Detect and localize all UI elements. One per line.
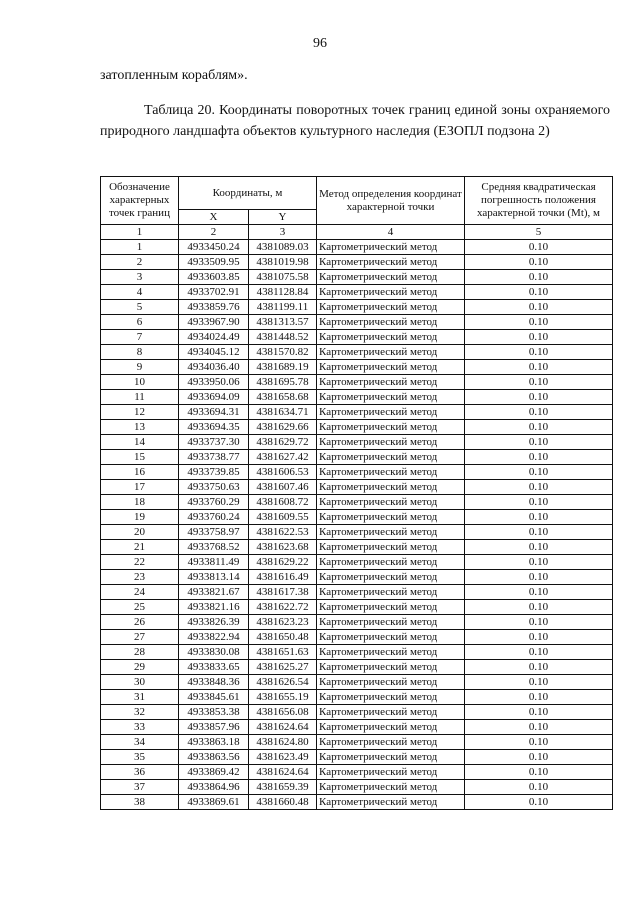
point-number-cell: 6 [101, 315, 179, 330]
error-cell: 0.10 [465, 510, 613, 525]
point-number-cell: 20 [101, 525, 179, 540]
numbering-cell: 4 [317, 225, 465, 240]
error-cell: 0.10 [465, 435, 613, 450]
table-row [101, 390, 613, 405]
table-row [101, 405, 613, 420]
error-cell: 0.10 [465, 495, 613, 510]
coord-y-cell: 4381629.22 [249, 555, 317, 570]
coord-x-cell: 4933702.91 [179, 285, 249, 300]
table-row [101, 360, 613, 375]
error-cell: 0.10 [465, 360, 613, 375]
method-cell: Картометрический метод [317, 525, 465, 540]
method-cell: Картометрический метод [317, 570, 465, 585]
error-cell: 0.10 [465, 795, 613, 810]
method-cell: Картометрический метод [317, 780, 465, 795]
method-cell: Картометрический метод [317, 585, 465, 600]
table-body [101, 240, 613, 810]
coord-y-cell: 4381616.49 [249, 570, 317, 585]
method-cell: Картометрический метод [317, 435, 465, 450]
coord-y-cell: 4381128.84 [249, 285, 317, 300]
error-cell: 0.10 [465, 540, 613, 555]
point-number-cell: 32 [101, 705, 179, 720]
error-cell: 0.10 [465, 780, 613, 795]
point-number-cell: 11 [101, 390, 179, 405]
method-cell: Картометрический метод [317, 330, 465, 345]
coord-x-cell: 4933859.76 [179, 300, 249, 315]
point-number-cell: 31 [101, 690, 179, 705]
table-row [101, 510, 613, 525]
point-number-cell: 34 [101, 735, 179, 750]
table-row [101, 675, 613, 690]
header-coordinates: Координаты, м [179, 177, 317, 210]
error-cell: 0.10 [465, 345, 613, 360]
coord-x-cell: 4933869.42 [179, 765, 249, 780]
coord-y-cell: 4381634.71 [249, 405, 317, 420]
coord-y-cell: 4381659.39 [249, 780, 317, 795]
error-cell: 0.10 [465, 585, 613, 600]
table-numbering-row [101, 225, 613, 240]
error-cell: 0.10 [465, 420, 613, 435]
coord-y-cell: 4381617.38 [249, 585, 317, 600]
table-row [101, 705, 613, 720]
numbering-cell: 2 [179, 225, 249, 240]
table-row [101, 780, 613, 795]
table-row [101, 615, 613, 630]
point-number-cell: 35 [101, 750, 179, 765]
method-cell: Картометрический метод [317, 375, 465, 390]
method-cell: Картометрический метод [317, 540, 465, 555]
coord-x-cell: 4933833.65 [179, 660, 249, 675]
error-cell: 0.10 [465, 525, 613, 540]
table-row [101, 645, 613, 660]
table-row [101, 795, 613, 810]
method-cell: Картометрический метод [317, 555, 465, 570]
point-number-cell: 22 [101, 555, 179, 570]
coord-x-cell: 4933760.24 [179, 510, 249, 525]
method-cell: Картометрический метод [317, 690, 465, 705]
method-cell: Картометрический метод [317, 660, 465, 675]
coord-x-cell: 4933694.35 [179, 420, 249, 435]
coord-x-cell: 4933694.09 [179, 390, 249, 405]
numbering-cell: 5 [465, 225, 613, 240]
coord-x-cell: 4933967.90 [179, 315, 249, 330]
point-number-cell: 25 [101, 600, 179, 615]
point-number-cell: 17 [101, 480, 179, 495]
coord-y-cell: 4381623.68 [249, 540, 317, 555]
coord-x-cell: 4933826.39 [179, 615, 249, 630]
error-cell: 0.10 [465, 735, 613, 750]
coord-x-cell: 4933830.08 [179, 645, 249, 660]
error-cell: 0.10 [465, 405, 613, 420]
point-number-cell: 18 [101, 495, 179, 510]
error-cell: 0.10 [465, 630, 613, 645]
coord-y-cell: 4381623.49 [249, 750, 317, 765]
coord-x-cell: 4933509.95 [179, 255, 249, 270]
point-number-cell: 36 [101, 765, 179, 780]
table-row [101, 420, 613, 435]
error-cell: 0.10 [465, 660, 613, 675]
point-number-cell: 21 [101, 540, 179, 555]
error-cell: 0.10 [465, 375, 613, 390]
numbering-cell: 3 [249, 225, 317, 240]
coord-y-cell: 4381623.23 [249, 615, 317, 630]
coord-y-cell: 4381625.27 [249, 660, 317, 675]
point-number-cell: 8 [101, 345, 179, 360]
table-row [101, 285, 613, 300]
table-row [101, 525, 613, 540]
coord-x-cell: 4933813.14 [179, 570, 249, 585]
method-cell: Картометрический метод [317, 765, 465, 780]
error-cell: 0.10 [465, 720, 613, 735]
method-cell: Картометрический метод [317, 645, 465, 660]
method-cell: Картометрический метод [317, 705, 465, 720]
method-cell: Картометрический метод [317, 450, 465, 465]
coordinates-table [100, 176, 613, 810]
point-number-cell: 27 [101, 630, 179, 645]
table-header-row [101, 177, 613, 210]
table-row [101, 375, 613, 390]
error-cell: 0.10 [465, 300, 613, 315]
coord-y-cell: 4381624.64 [249, 765, 317, 780]
table-row [101, 330, 613, 345]
error-cell: 0.10 [465, 315, 613, 330]
coord-y-cell: 4381650.48 [249, 630, 317, 645]
coord-x-cell: 4933821.67 [179, 585, 249, 600]
coord-y-cell: 4381624.80 [249, 735, 317, 750]
coord-x-cell: 4933811.49 [179, 555, 249, 570]
coord-x-cell: 4934036.40 [179, 360, 249, 375]
error-cell: 0.10 [465, 255, 613, 270]
coord-y-cell: 4381655.19 [249, 690, 317, 705]
error-cell: 0.10 [465, 570, 613, 585]
coord-y-cell: 4381570.82 [249, 345, 317, 360]
error-cell: 0.10 [465, 240, 613, 255]
coord-y-cell: 4381607.46 [249, 480, 317, 495]
method-cell: Картометрический метод [317, 465, 465, 480]
coord-x-cell: 4933760.29 [179, 495, 249, 510]
table-row [101, 255, 613, 270]
error-cell: 0.10 [465, 675, 613, 690]
point-number-cell: 19 [101, 510, 179, 525]
table-row [101, 735, 613, 750]
point-number-cell: 12 [101, 405, 179, 420]
coord-x-cell: 4933848.36 [179, 675, 249, 690]
table-row [101, 270, 613, 285]
point-number-cell: 23 [101, 570, 179, 585]
table-row [101, 585, 613, 600]
coord-x-cell: 4933758.97 [179, 525, 249, 540]
coord-x-cell: 4933738.77 [179, 450, 249, 465]
coord-y-cell: 4381629.72 [249, 435, 317, 450]
coord-x-cell: 4933863.56 [179, 750, 249, 765]
method-cell: Картометрический метод [317, 315, 465, 330]
header-method: Метод определения координат характерной точки [317, 177, 465, 225]
coord-x-cell: 4933853.38 [179, 705, 249, 720]
coord-y-cell: 4381624.64 [249, 720, 317, 735]
coord-y-cell: 4381658.68 [249, 390, 317, 405]
point-number-cell: 2 [101, 255, 179, 270]
table-row [101, 495, 613, 510]
header-x: X [179, 210, 249, 225]
point-number-cell: 1 [101, 240, 179, 255]
point-number-cell: 13 [101, 420, 179, 435]
coord-y-cell: 4381609.55 [249, 510, 317, 525]
coord-x-cell: 4933821.16 [179, 600, 249, 615]
coord-x-cell: 4933863.18 [179, 735, 249, 750]
table-row [101, 690, 613, 705]
table-row [101, 570, 613, 585]
coord-x-cell: 4933603.85 [179, 270, 249, 285]
coord-y-cell: 4381313.57 [249, 315, 317, 330]
coord-x-cell: 4933857.96 [179, 720, 249, 735]
coord-x-cell: 4933739.85 [179, 465, 249, 480]
coord-x-cell: 4934024.49 [179, 330, 249, 345]
coord-x-cell: 4933737.30 [179, 435, 249, 450]
coord-x-cell: 4934045.12 [179, 345, 249, 360]
method-cell: Картометрический метод [317, 795, 465, 810]
error-cell: 0.10 [465, 465, 613, 480]
method-cell: Картометрический метод [317, 495, 465, 510]
coord-y-cell: 4381019.98 [249, 255, 317, 270]
method-cell: Картометрический метод [317, 300, 465, 315]
method-cell: Картометрический метод [317, 405, 465, 420]
point-number-cell: 38 [101, 795, 179, 810]
method-cell: Картометрический метод [317, 600, 465, 615]
coord-y-cell: 4381660.48 [249, 795, 317, 810]
table-row [101, 660, 613, 675]
coord-y-cell: 4381626.54 [249, 675, 317, 690]
numbering-cell: 1 [101, 225, 179, 240]
coord-x-cell: 4933694.31 [179, 405, 249, 420]
method-cell: Картометрический метод [317, 255, 465, 270]
table-row [101, 540, 613, 555]
method-cell: Картометрический метод [317, 510, 465, 525]
coord-y-cell: 4381199.11 [249, 300, 317, 315]
table-row [101, 750, 613, 765]
point-number-cell: 10 [101, 375, 179, 390]
coord-x-cell: 4933869.61 [179, 795, 249, 810]
coord-y-cell: 4381622.53 [249, 525, 317, 540]
error-cell: 0.10 [465, 555, 613, 570]
table-row [101, 630, 613, 645]
method-cell: Картометрический метод [317, 750, 465, 765]
coord-y-cell: 4381695.78 [249, 375, 317, 390]
method-cell: Картометрический метод [317, 240, 465, 255]
coord-y-cell: 4381089.03 [249, 240, 317, 255]
coord-y-cell: 4381689.19 [249, 360, 317, 375]
coord-y-cell: 4381656.08 [249, 705, 317, 720]
method-cell: Картометрический метод [317, 345, 465, 360]
point-number-cell: 9 [101, 360, 179, 375]
coord-y-cell: 4381075.58 [249, 270, 317, 285]
coord-x-cell: 4933950.06 [179, 375, 249, 390]
error-cell: 0.10 [465, 270, 613, 285]
point-number-cell: 4 [101, 285, 179, 300]
table-row [101, 300, 613, 315]
error-cell: 0.10 [465, 765, 613, 780]
table-row [101, 435, 613, 450]
method-cell: Картометрический метод [317, 720, 465, 735]
method-cell: Картометрический метод [317, 735, 465, 750]
coord-x-cell: 4933750.63 [179, 480, 249, 495]
method-cell: Картометрический метод [317, 630, 465, 645]
point-number-cell: 3 [101, 270, 179, 285]
error-cell: 0.10 [465, 480, 613, 495]
coord-x-cell: 4933822.94 [179, 630, 249, 645]
table-row [101, 240, 613, 255]
coord-x-cell: 4933864.96 [179, 780, 249, 795]
error-cell: 0.10 [465, 645, 613, 660]
header-point-designation: Обозначение характерных точек границ [101, 177, 179, 225]
method-cell: Картометрический метод [317, 675, 465, 690]
table-row [101, 600, 613, 615]
coord-y-cell: 4381606.53 [249, 465, 317, 480]
header-error: Средняя квадратическая погрешность положения характерной точки (Mt), м [465, 177, 613, 225]
header-y: Y [249, 210, 317, 225]
error-cell: 0.10 [465, 330, 613, 345]
coord-x-cell: 4933450.24 [179, 240, 249, 255]
coord-y-cell: 4381448.52 [249, 330, 317, 345]
coord-y-cell: 4381608.72 [249, 495, 317, 510]
table-row [101, 765, 613, 780]
point-number-cell: 14 [101, 435, 179, 450]
error-cell: 0.10 [465, 705, 613, 720]
table-row [101, 555, 613, 570]
error-cell: 0.10 [465, 390, 613, 405]
point-number-cell: 7 [101, 330, 179, 345]
coord-y-cell: 4381651.63 [249, 645, 317, 660]
table-row [101, 720, 613, 735]
method-cell: Картометрический метод [317, 360, 465, 375]
coord-y-cell: 4381622.72 [249, 600, 317, 615]
coord-x-cell: 4933768.52 [179, 540, 249, 555]
point-number-cell: 28 [101, 645, 179, 660]
method-cell: Картометрический метод [317, 390, 465, 405]
method-cell: Картометрический метод [317, 420, 465, 435]
table-row [101, 315, 613, 330]
table-row [101, 345, 613, 360]
intro-text: затопленным кораблям». [100, 68, 248, 83]
error-cell: 0.10 [465, 750, 613, 765]
point-number-cell: 26 [101, 615, 179, 630]
point-number-cell: 29 [101, 660, 179, 675]
point-number-cell: 24 [101, 585, 179, 600]
point-number-cell: 15 [101, 450, 179, 465]
error-cell: 0.10 [465, 600, 613, 615]
coord-x-cell: 4933845.61 [179, 690, 249, 705]
table-row [101, 465, 613, 480]
error-cell: 0.10 [465, 690, 613, 705]
method-cell: Картометрический метод [317, 480, 465, 495]
point-number-cell: 30 [101, 675, 179, 690]
method-cell: Картометрический метод [317, 270, 465, 285]
point-number-cell: 5 [101, 300, 179, 315]
coord-y-cell: 4381629.66 [249, 420, 317, 435]
page-number: 96 [313, 36, 327, 51]
point-number-cell: 37 [101, 780, 179, 795]
method-cell: Картометрический метод [317, 615, 465, 630]
coord-y-cell: 4381627.42 [249, 450, 317, 465]
table-row [101, 480, 613, 495]
table-row [101, 450, 613, 465]
method-cell: Картометрический метод [317, 285, 465, 300]
error-cell: 0.10 [465, 450, 613, 465]
table-caption: Таблица 20. Координаты поворотных точек границ единой зоны охраняемого природного ландшафта объектов культурного наследия (ЕЗОПЛ подзона 2) [100, 103, 610, 139]
point-number-cell: 33 [101, 720, 179, 735]
error-cell: 0.10 [465, 285, 613, 300]
point-number-cell: 16 [101, 465, 179, 480]
error-cell: 0.10 [465, 615, 613, 630]
